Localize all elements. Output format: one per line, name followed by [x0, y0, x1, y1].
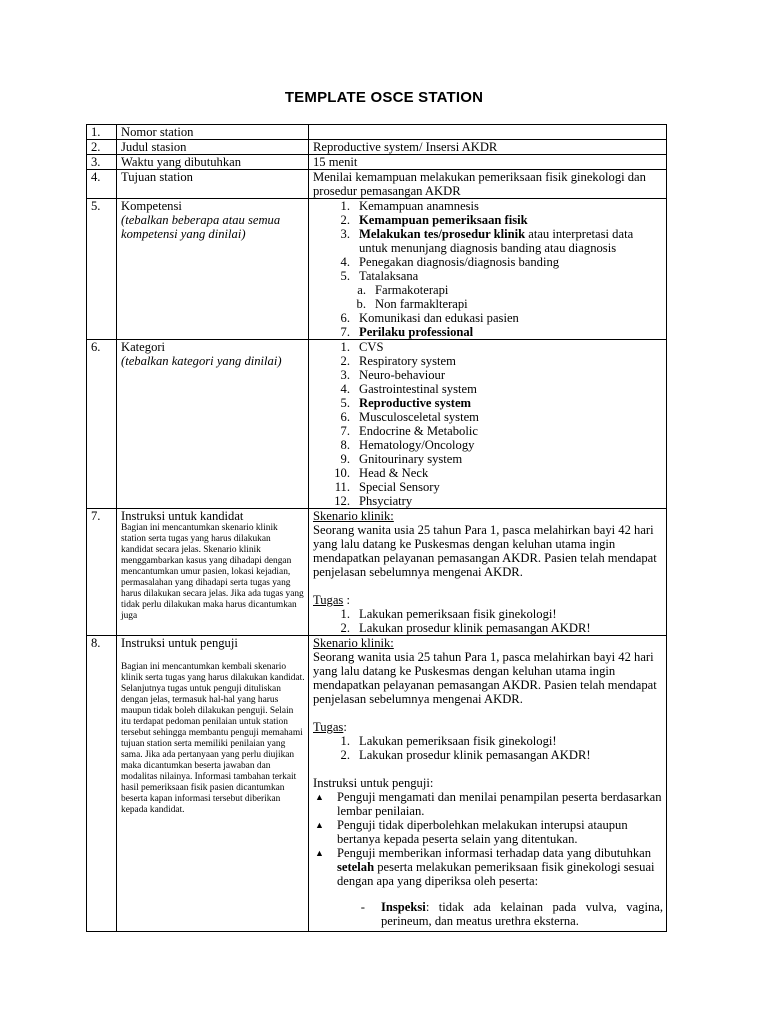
item-text: CVS	[359, 340, 384, 354]
row-label-cell	[117, 340, 309, 509]
osce-table	[86, 124, 667, 932]
item-text: Lakukan pemeriksaan fisik ginekologi!	[359, 607, 557, 621]
tasks-heading	[313, 593, 663, 607]
item-text: Lakukan pemeriksaan fisik ginekologi!	[359, 734, 557, 748]
item-number: 2.	[340, 354, 350, 368]
table-row	[87, 340, 667, 509]
row-label: Nomor station	[117, 125, 309, 140]
scenario-heading: Skenario klinik:	[313, 636, 394, 650]
bullet-icon: ▲	[315, 820, 324, 830]
competency-cell	[309, 199, 667, 340]
list-item	[313, 382, 663, 396]
competency-list-cont	[313, 311, 663, 339]
item-text: Tatalaksana	[359, 269, 419, 283]
table-row	[87, 170, 667, 199]
row-number: 3.	[87, 155, 117, 170]
item-bold-text: setelah	[337, 860, 375, 874]
tasks-heading-label: Tugas	[313, 720, 344, 734]
item-number: 2.	[340, 213, 350, 227]
item-number: 1.	[340, 340, 350, 354]
item-text: Reproductive system	[359, 396, 472, 410]
list-item	[313, 311, 663, 325]
list-item	[313, 424, 663, 438]
item-number: 8.	[340, 438, 350, 452]
table-row	[87, 509, 667, 636]
row-label: Judul stasion	[117, 140, 309, 155]
row-number: 5.	[87, 199, 117, 340]
item-text: Hematology/Oncology	[359, 438, 475, 452]
row-number: 2.	[87, 140, 117, 155]
item-number: 5.	[340, 269, 350, 283]
row-number: 4.	[87, 170, 117, 199]
item-text: Penguji mengamati dan menilai penampilan peserta berdasarkan lembar penilaian.	[337, 790, 662, 818]
item-text: Perilaku professional	[359, 325, 474, 339]
row-label: Kompetensi	[121, 199, 182, 213]
list-item	[313, 494, 663, 508]
row-label: Waktu yang dibutuhkan	[117, 155, 309, 170]
list-item	[313, 452, 663, 466]
list-item	[313, 283, 663, 297]
item-text: Non farmaklterapi	[375, 297, 468, 311]
row-number: 8.	[87, 636, 117, 932]
category-list	[313, 340, 663, 508]
list-item	[313, 748, 663, 762]
dash-marker: -	[360, 900, 365, 914]
row-label: Kategori	[121, 340, 166, 354]
item-text-post: peserta melakukan pemeriksaan fisik ginekologi sesuai dengan apa yang diperiksa oleh peserta:	[337, 860, 655, 888]
list-item	[313, 269, 663, 283]
item-number: 3.	[340, 227, 350, 241]
item-text: Respiratory system	[359, 354, 456, 368]
sub-list	[313, 283, 663, 311]
examiner-bullets	[313, 790, 663, 888]
item-number: 10.	[334, 466, 350, 480]
item-text: Kemampuan pemeriksaan fisik	[359, 213, 528, 227]
list-item	[313, 734, 663, 748]
item-text: Penegakan diagnosis/diagnosis banding	[359, 255, 560, 269]
item-number: 4.	[340, 382, 350, 396]
item-number: 7.	[340, 325, 350, 339]
list-item	[313, 846, 663, 888]
document-title: TEMPLATE OSCE STATION	[284, 89, 484, 106]
inspection-rest: : tidak ada kelainan pada vulva, vagina, perineum, dan meatus urethra eksterna.	[381, 900, 663, 928]
item-text: Musculosceletal system	[359, 410, 479, 424]
row-label: Instruksi untuk penguji	[121, 636, 238, 650]
table-row	[87, 140, 667, 155]
item-number: 2.	[340, 621, 350, 635]
competency-list	[313, 199, 663, 283]
list-item	[313, 466, 663, 480]
row-label-cell	[117, 509, 309, 636]
row-value: Menilai kemampuan melakukan pemeriksaan fisik ginekologi dan prosedur pemasangan AKDR	[309, 170, 667, 199]
item-number: 6.	[340, 410, 350, 424]
inspection-item	[313, 900, 663, 928]
item-number: a.	[357, 283, 366, 297]
row-value	[309, 125, 667, 140]
inspection-text	[381, 900, 663, 928]
item-number: 3.	[340, 368, 350, 382]
list-item	[313, 410, 663, 424]
tasks-list	[313, 734, 663, 762]
table-row	[87, 155, 667, 170]
list-item	[313, 227, 663, 255]
list-item	[313, 325, 663, 339]
row-label-cell	[117, 199, 309, 340]
row-label-cell	[117, 636, 309, 932]
item-number: 9.	[340, 452, 350, 466]
item-bold-text: Melakukan tes/prosedur klinik	[359, 227, 526, 241]
item-number: 6.	[340, 311, 350, 325]
item-text	[359, 227, 663, 255]
item-text: Farmakoterapi	[375, 283, 449, 297]
list-item	[313, 340, 663, 354]
item-text: Phsyciatry	[359, 494, 413, 508]
row-label: Tujuan station	[117, 170, 309, 199]
row-label: Instruksi untuk kandidat	[121, 509, 244, 523]
item-number: 7.	[340, 424, 350, 438]
scenario-heading: Skenario klinik:	[313, 509, 394, 523]
item-text	[337, 846, 663, 888]
tasks-heading-colon: :	[343, 593, 350, 607]
list-item	[313, 199, 663, 213]
row-value: 15 menit	[309, 155, 667, 170]
item-text: Gnitourinary system	[359, 452, 463, 466]
item-text: Lakukan prosedur klinik pemasangan AKDR!	[359, 748, 591, 762]
item-number: 11.	[334, 480, 350, 494]
item-text: Neuro-behaviour	[359, 368, 446, 382]
item-number: b.	[356, 297, 366, 311]
row-note: Bagian ini mencantumkan skenario klinik station serta tugas yang harus dilakukan kandidat secara jelas. Skenario klinik menggambarkan kasus yang dihadapi dengan mencantumkan umur pasien, lokasi kejadian, permasalahan yang dihadapi serta tugas yang harus dilakukan secara jelas. Jika ada tugas yang tidak perlu dilakukan maka harus dicantumkan juga	[121, 523, 304, 621]
item-number: 1.	[340, 199, 350, 213]
bullet-icon: ▲	[315, 848, 324, 858]
item-text: Endocrine & Metabolic	[359, 424, 478, 438]
row-number: 1.	[87, 125, 117, 140]
list-item	[313, 438, 663, 452]
row-note: Bagian ini mencantumkan kembali skenario klinik serta tugas yang harus dilakukan kandidat. Selanjutnya tugas untuk penguji dituliskan dengan jelas, termasuk hal-hal yang harus maupun tidak boleh dilakukan penguji. Selain itu terdapat pedoman penilaian untuk station tersebut sehingga membantu penguji memahami tujuan station serta memiliki penilaian yang sama. Jika ada pertanyaan yang perlu diujikan maka dicantumkan beserta jawaban dan modalitas nilainya. Informasi tambahan terkait hasil pemeriksaan fisik pasien dicantumkan beserta kapan informasi tersebut diberikan kepada kandidat.	[121, 662, 305, 815]
item-text: Komunikasi dan edukasi pasien	[359, 311, 519, 325]
tasks-list	[313, 607, 663, 635]
item-text: Lakukan prosedur klinik pemasangan AKDR!	[359, 621, 591, 635]
item-text-pre: Penguji memberikan informasi terhadap data yang dibutuhkan	[337, 846, 652, 860]
item-text: Head & Neck	[359, 466, 429, 480]
item-text: Special Sensory	[359, 480, 440, 494]
list-item	[313, 297, 663, 311]
item-number: 1.	[340, 734, 350, 748]
list-item	[313, 607, 663, 621]
list-item	[313, 480, 663, 494]
item-number: 5.	[340, 396, 350, 410]
table-row	[87, 125, 667, 140]
list-item	[313, 213, 663, 227]
examiner-cell	[309, 636, 667, 932]
scenario-text: Seorang wanita usia 25 tahun Para 1, pasca melahirkan bayi 42 hari yang lalu datang ke Puskesmas dengan keluhan utama ingin mendapatkan pelayanan pemasangan AKDR. Pasien telah mendapat penjelasan sebelumnya mengenai AKDR.	[313, 650, 657, 706]
list-item	[313, 354, 663, 368]
item-rest-text: atau interpretasi data untuk menunjang diagnosis banding atau diagnosis	[359, 227, 634, 255]
tasks-heading-colon: :	[343, 720, 347, 734]
list-item	[313, 790, 663, 818]
row-number: 7.	[87, 509, 117, 636]
tasks-heading-label: Tugas	[313, 593, 344, 607]
list-item	[313, 255, 663, 269]
table-row	[87, 636, 667, 932]
list-item	[313, 396, 663, 410]
row-note: (tebalkan kategori yang dinilai)	[121, 354, 282, 368]
item-number: 12.	[334, 494, 350, 508]
category-cell	[309, 340, 667, 509]
examiner-heading: Instruksi untuk penguji:	[313, 776, 434, 790]
bullet-icon: ▲	[315, 792, 324, 802]
inspection-label: Inspeksi	[381, 900, 426, 914]
item-number: 1.	[340, 607, 350, 621]
tasks-heading	[313, 720, 663, 734]
row-value: Reproductive system/ Insersi AKDR	[309, 140, 667, 155]
list-item	[313, 818, 663, 846]
row-note: (tebalkan beberapa atau semua kompetensi yang dinilai)	[121, 213, 281, 241]
item-number: 4.	[340, 255, 350, 269]
table-row	[87, 199, 667, 340]
item-text: Kemampuan anamnesis	[359, 199, 479, 213]
list-item	[313, 621, 663, 635]
list-item	[313, 368, 663, 382]
instructions-cell	[309, 509, 667, 636]
item-text: Penguji tidak diperbolehkan melakukan interupsi ataupun bertanya kepada peserta selain yang ditentukan.	[337, 818, 628, 846]
row-number: 6.	[87, 340, 117, 509]
item-number: 2.	[340, 748, 350, 762]
item-text: Gastrointestinal system	[359, 382, 477, 396]
scenario-text: Seorang wanita usia 25 tahun Para 1, pasca melahirkan bayi 42 hari yang lalu datang ke Puskesmas dengan keluhan utama ingin mendapatkan pelayanan pemasangan AKDR. Pasien telah mendapat penjelasan sebelumnya mengenai AKDR.	[313, 523, 657, 579]
